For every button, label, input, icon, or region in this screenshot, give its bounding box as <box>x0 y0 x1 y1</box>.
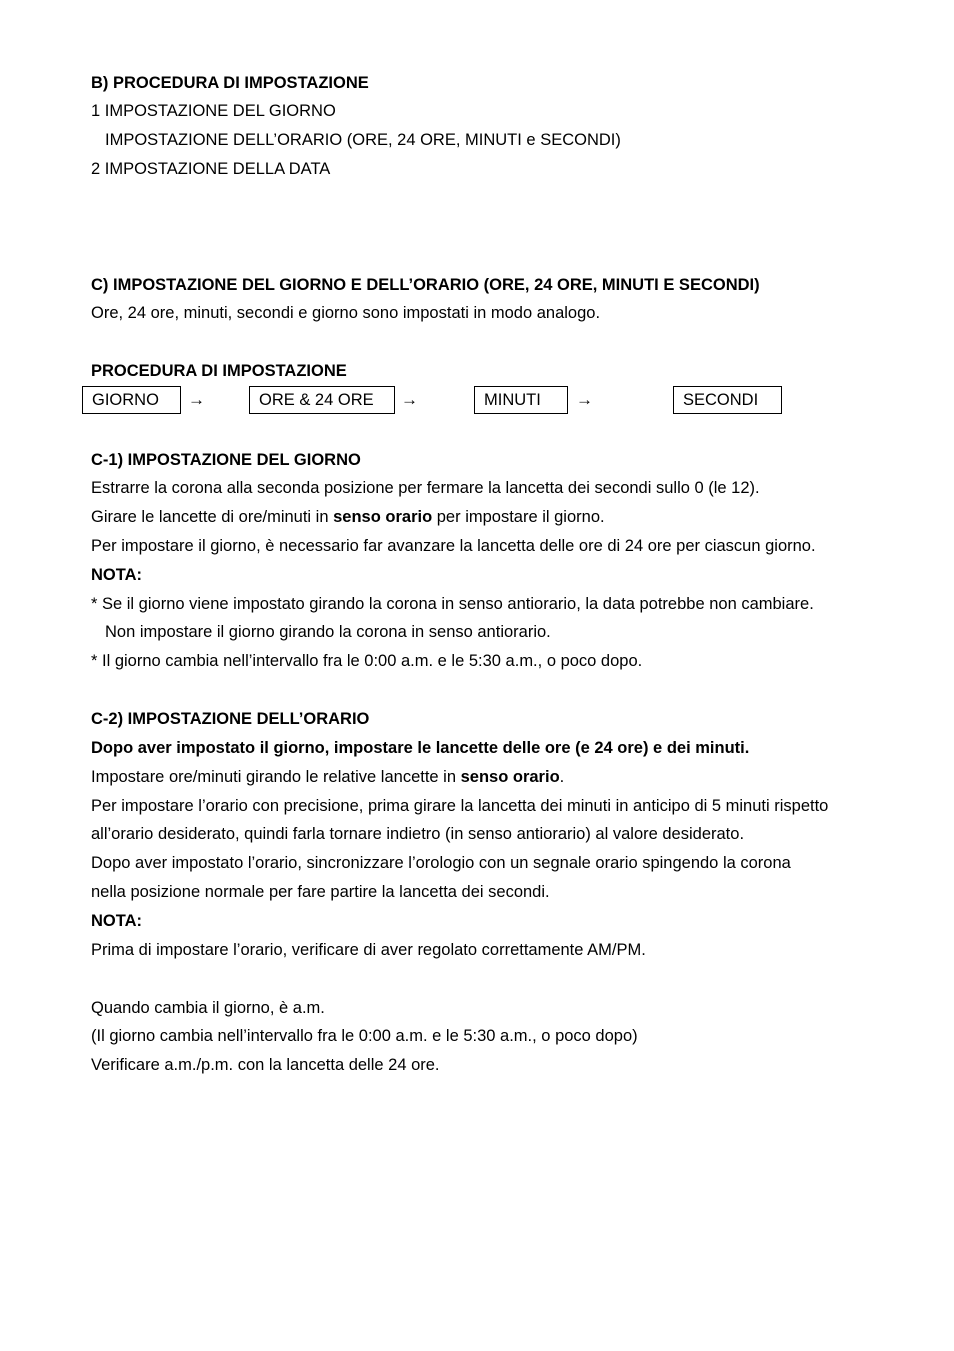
c2-note-1: Prima di impostare l’orario, verificare di aver regolato correttamente AM/PM. <box>91 941 646 959</box>
c2-note-label: NOTA: <box>91 912 143 930</box>
step-box-secondi: SECONDI <box>673 386 782 414</box>
step-box-ore: ORE & 24 ORE <box>249 386 395 414</box>
c2-bold-line: Dopo aver impostato il giorno, impostare le lancette delle ore (e 24 ore) e dei minuti. <box>91 739 750 757</box>
c1-line-3: Per impostare il giorno, è necessario far avanzare la lancetta delle ore di 24 ore per ciascun giorno. <box>91 537 816 555</box>
arrow-1: → <box>188 390 205 409</box>
arrow-2: → <box>401 390 418 409</box>
c2-line-3: all’orario desiderato, quindi farla tornare indietro (in senso antiorario) al valore desiderato. <box>91 825 745 843</box>
c2-line-1-post: . <box>559 768 565 786</box>
c2-line-5: nella posizione normale per fare partire la lancetta dei secondi. <box>91 883 550 901</box>
c1-heading: C-1) IMPOSTAZIONE DEL GIORNO <box>91 451 361 469</box>
section-b-item-1b: IMPOSTAZIONE DELL’ORARIO (ORE, 24 ORE, MINUTI e SECONDI) <box>105 131 621 149</box>
c1-line-2-pre: Girare le lancette di ore/minuti in <box>91 508 334 526</box>
c2-line-4: Dopo aver impostato l’orario, sincronizzare l’orologio con un segnale orario spingendo la corona <box>91 854 791 872</box>
c1-line-2-bold: senso orario <box>333 508 433 526</box>
section-b-item-2: 2 IMPOSTAZIONE DELLA DATA <box>91 160 331 178</box>
c2-heading: C-2) IMPOSTAZIONE DELL’ORARIO <box>91 710 370 728</box>
step-box-minuti: MINUTI <box>474 386 568 414</box>
c2-line-1-bold: senso orario <box>460 768 560 786</box>
c1-line-2 <box>91 507 605 527</box>
c2-line-2: Per impostare l’orario con precisione, prima girare la lancetta dei minuti in anticipo di 5 minuti rispetto <box>91 797 829 815</box>
c1-line-1: Estrarre la corona alla seconda posizione per fermare la lancetta dei secondi sullo 0 (le 12). <box>91 479 760 497</box>
procedure-heading: PROCEDURA DI IMPOSTAZIONE <box>91 362 347 380</box>
c1-note-1b: Non impostare il giorno girando la corona in senso antiorario. <box>105 623 551 641</box>
section-c-intro: Ore, 24 ore, minuti, secondi e giorno sono impostati in modo analogo. <box>91 304 601 322</box>
step-box-giorno: GIORNO <box>82 386 181 414</box>
c2-line-1-pre: Impostare ore/minuti girando le relative lancette in <box>91 768 461 786</box>
arrow-3: → <box>576 390 593 409</box>
c2-line-1 <box>91 767 564 787</box>
c1-note-2: * Il giorno cambia nell’intervallo fra le 0:00 a.m. e le 5:30 a.m., o poco dopo. <box>91 652 643 670</box>
section-b-heading: B) PROCEDURA DI IMPOSTAZIONE <box>91 74 369 92</box>
section-b-item-1: 1 IMPOSTAZIONE DEL GIORNO <box>91 102 336 120</box>
c2-extra-1: Quando cambia il giorno, è a.m. <box>91 999 325 1017</box>
section-c-heading: C) IMPOSTAZIONE DEL GIORNO E DELL’ORARIO (ORE, 24 ORE, MINUTI E SECONDI) <box>91 276 760 294</box>
c1-note-1: * Se il giorno viene impostato girando la corona in senso antiorario, la data potrebbe non cambiare. <box>91 595 814 613</box>
c1-line-2-post: per impostare il giorno. <box>432 508 605 526</box>
c1-note-label: NOTA: <box>91 566 143 584</box>
c2-extra-3: Verificare a.m./p.m. con la lancetta delle 24 ore. <box>91 1056 440 1074</box>
c2-extra-2: (Il giorno cambia nell’intervallo fra le 0:00 a.m. e le 5:30 a.m., o poco dopo) <box>91 1027 638 1045</box>
